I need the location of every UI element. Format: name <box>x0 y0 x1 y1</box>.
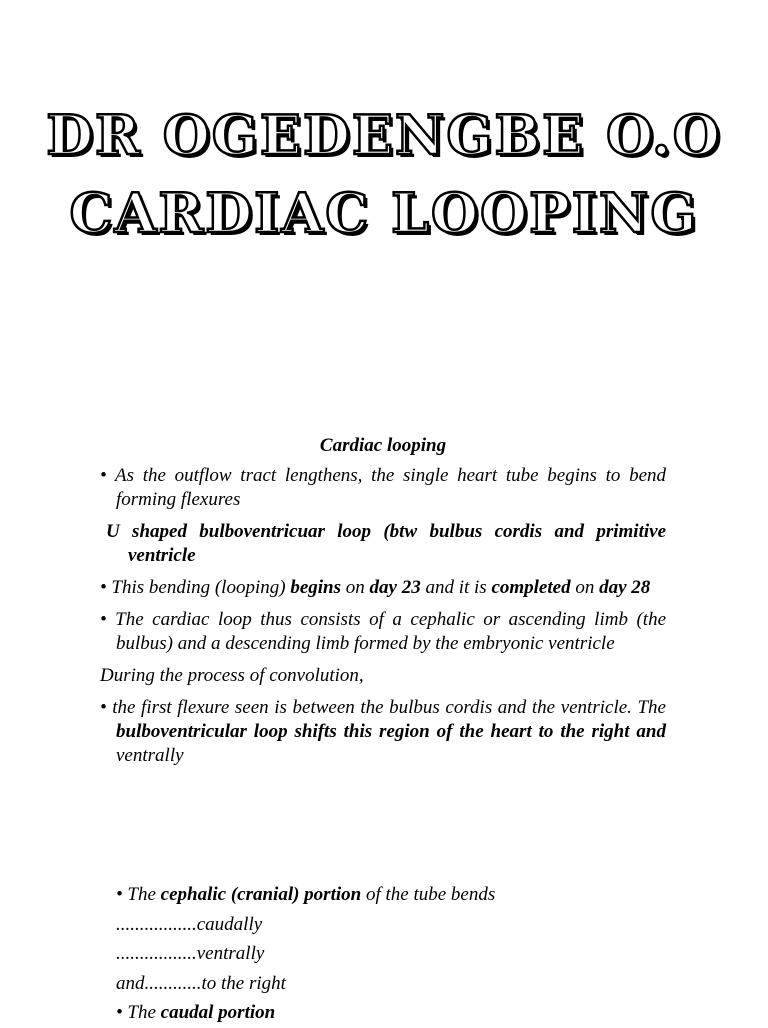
bullet-bending-text-c: on <box>341 577 370 598</box>
caudal-text-a: • The <box>116 1002 161 1023</box>
bullet-first-flexure <box>100 696 666 768</box>
bullet-flexure-text-a: • the first flexure seen is between the bulbus cordis and the ventricle. The <box>100 697 666 718</box>
bullet-bending-begins: begins <box>290 577 342 598</box>
caudally-line: .................caudally <box>116 913 263 935</box>
section-heading: Cardiac looping <box>319 435 447 456</box>
title-line-1: DR OGEDENGBE O.O <box>46 103 722 167</box>
convolution-intro: During the process of convolution, <box>100 665 364 686</box>
u-shaped-loop-note: U shaped bulboventricuar loop (btw bulbus cordis and primitive ventricle <box>106 521 666 566</box>
bullet-flexure-text-c: ventrally <box>116 745 184 766</box>
cephalic-portion-line <box>116 880 495 910</box>
title-line-2: CARDIAC LOOPING <box>69 181 699 245</box>
to-the-right-line: and............to the right <box>116 972 286 994</box>
bullet-bending-text-g: on <box>570 577 600 598</box>
bullet-bending-day28: day 28 <box>599 577 651 598</box>
bullet-flexure-bold: bulboventricular loop shifts this region of the heart to the right and <box>116 721 666 742</box>
cephalic-text-c: of the tube bends <box>361 884 496 905</box>
ventrally-line: .................ventrally <box>116 943 265 964</box>
caudal-bold: caudal portion <box>160 1002 276 1023</box>
bullet-bending-timing <box>100 576 666 600</box>
bullet-outflow-tract: • As the outflow tract lengthens, the single heart tube begins to bend forming flexures <box>100 465 666 510</box>
cephalic-bold: cephalic (cranial) portion <box>160 884 362 905</box>
cephalic-text-a: • The <box>116 884 161 905</box>
bullet-bending-text-a: • This bending (looping) <box>100 577 291 598</box>
lower-list <box>116 880 495 1028</box>
bullet-bending-text-e: and it is <box>420 577 492 598</box>
content-body <box>100 434 666 776</box>
bullet-bending-day23: day 23 <box>369 577 421 598</box>
bullet-bending-completed: completed <box>491 577 571 598</box>
caudal-portion-line <box>116 998 495 1028</box>
bullet-cardiac-loop-limbs: • The cardiac loop thus consists of a cephalic or ascending limb (the bulbus) and a descending limb formed by the embryonic ventricle <box>100 609 666 654</box>
